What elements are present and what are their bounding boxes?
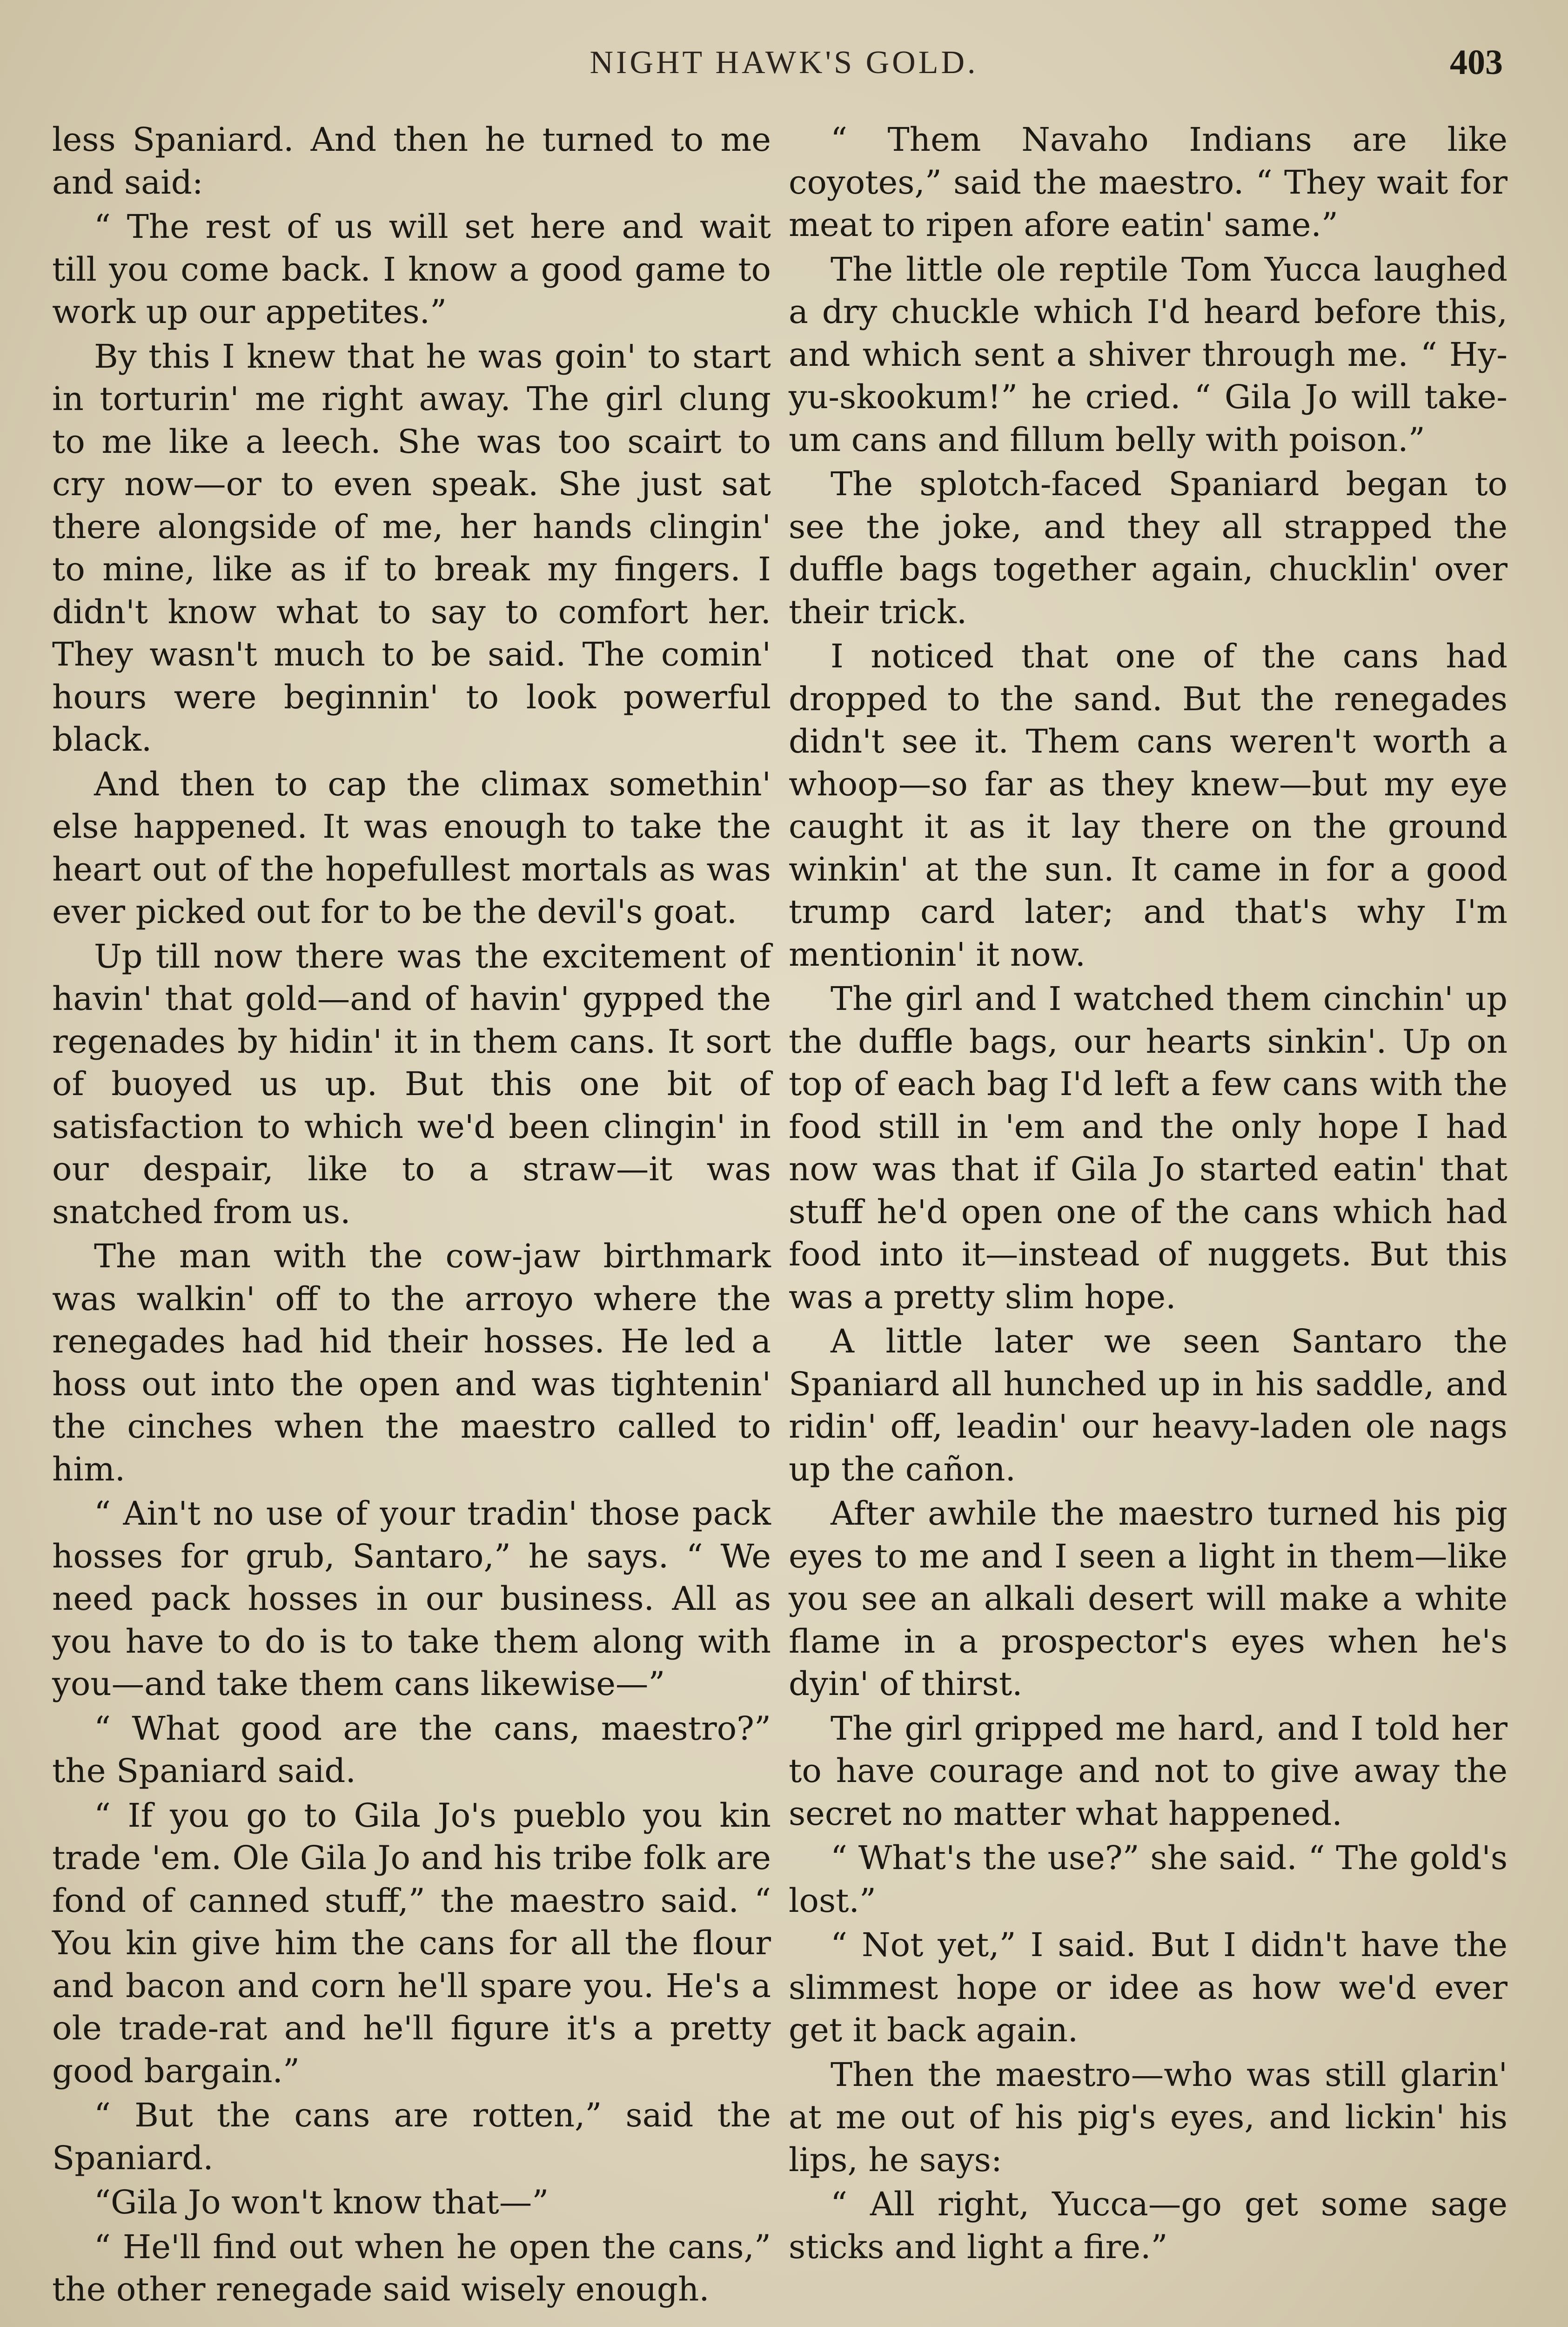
paragraph: The girl and I watched them cinchin' up the duffle bags, our hearts sinkin'. Up on top of each bag I'd left a few cans with the food still in 'em and the only hope I had now was that if Gila Jo started eatin' that stuff he'd open one of the cans which had food into it—instead of nuggets. But this was a pretty slim hope.	[789, 980, 1508, 1316]
paragraph: The girl gripped me hard, and I told her to have courage and not to give away the secret no matter what happened.	[789, 1709, 1508, 1833]
paragraph: “ What's the use?” she said. “ The gold's lost.”	[789, 1839, 1508, 1920]
paragraph: “Gila Jo won't know that—”	[94, 2183, 549, 2221]
left-column	[52, 119, 771, 2317]
paragraph: less Spaniard. And then he turned to me and said:	[52, 121, 771, 202]
paragraph: “ Them Navaho Indians are like coyotes,” said the maestro. “ They wait for meat to ripen afore eatin' same.”	[789, 121, 1508, 244]
paragraph: The splotch-faced Spaniard began to see the joke, and they all strapped the duffle bags together again, chucklin' over their trick.	[789, 465, 1508, 631]
page-header	[56, 44, 1512, 95]
right-column	[789, 119, 1508, 2317]
paragraph: After awhile the maestro turned his pig eyes to me and I seen a light in them—like you see an alkali desert will make a white flame in a prospector's eyes when he's dyin' of thirst.	[789, 1494, 1508, 1703]
page-number: 403	[1450, 43, 1503, 82]
paragraph: The little ole reptile Tom Yucca laughed a dry chuckle which I'd heard before this, and which sent a shiver through me. “ Hy-yu-skookum!” he cried. “ Gila Jo will take-um cans and fillum belly with poison.”	[789, 250, 1508, 459]
paragraph: By this I knew that he was goin' to start in torturin' me right away. The girl clung to me like a leech. She was too scairt to cry now—or to even speak. She just sat there alongside of me, her hands clingin' to mine, like as if to break my fingers. I didn't know what to say to comfort her. They wasn't much to be said. The comin' hours were beginnin' to look powerful black.	[52, 337, 771, 759]
paragraph: And then to cap the climax somethin' else happened. It was enough to take the heart out of the hopefullest mortals as was ever picked out for to be the devil's goat.	[52, 765, 771, 931]
paragraph: “ All right, Yucca—go get some sage sticks and light a fire.”	[789, 2185, 1508, 2266]
text-columns	[52, 119, 1508, 2317]
paragraph: I noticed that one of the cans had dropped to the sand. But the renegades didn't see it. Them cans weren't worth a whoop—so far as they knew—but my eye caught it as it lay there on the ground winkin' at the sun. It came in for a good trump card later; and that's why I'm mentionin' it now.	[789, 637, 1508, 974]
paragraph: “ Ain't no use of your tradin' those pack hosses for grub, Santaro,” he says. “ We need pack hosses in our business. All as you have to do is to take them along with you—and take them cans likewise—”	[52, 1494, 771, 1703]
paragraph: “ What good are the cans, maestro?” the Spaniard said.	[52, 1709, 771, 1790]
paragraph: “ If you go to Gila Jo's pueblo you kin trade 'em. Ole Gila Jo and his tribe folk are fond of canned stuff,” the maestro said. “ You kin give him the cans for all the flour and bacon and corn he'll spare you. He's a ole trade-rat and he'll figure it's a pretty good bargain.”	[52, 1796, 771, 2090]
paragraph: The man with the cow-jaw birthmark was walkin' off to the arroyo where the renegades had hid their hosses. He led a hoss out into the open and was tightenin' the cinches when the maestro called to him.	[52, 1237, 771, 1488]
paragraph: “ The rest of us will set here and wait till you come back. I know a good game to work up our appetites.”	[52, 208, 771, 331]
running-title: NIGHT HAWK'S GOLD.	[590, 45, 978, 81]
paragraph: Up till now there was the excitement of havin' that gold—and of havin' gypped the regenades by hidin' it in them cans. It sort of buoyed us up. But this one bit of satisfaction to which we'd been clingin' in our despair, like to a straw—it was snatched from us.	[52, 937, 771, 1231]
paragraph: “ He'll find out when he open the cans,” the other renegade said wisely enough.	[52, 2227, 771, 2308]
paragraph: A little later we seen Santaro the Spaniard all hunched up in his saddle, and ridin' off, leadin' our heavy-laden ole nags up the cañon.	[789, 1322, 1508, 1488]
paragraph: “ But the cans are rotten,” said the Spaniard.	[52, 2096, 771, 2177]
paragraph: “ Not yet,” I said. But I didn't have the slimmest hope or idee as how we'd ever get it back again.	[789, 1926, 1508, 2049]
paragraph: Then the maestro—who was still glarin' at me out of his pig's eyes, and lickin' his lips, he says:	[789, 2055, 1508, 2179]
